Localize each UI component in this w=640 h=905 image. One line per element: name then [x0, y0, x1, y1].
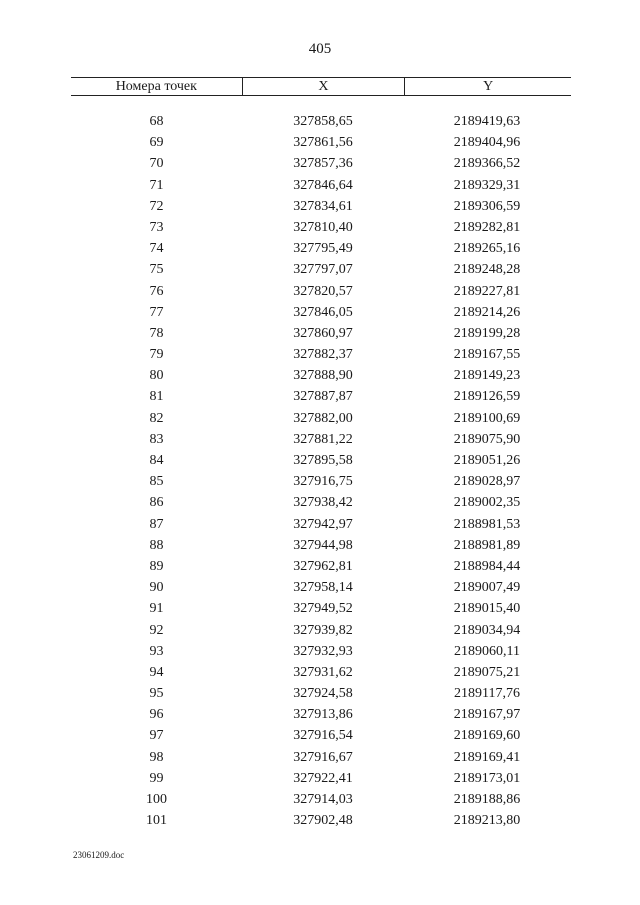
y-coordinate-cell: 2188981,53	[453, 516, 521, 532]
header-x: X	[242, 78, 405, 95]
table-row	[71, 217, 571, 238]
x-coordinate-cell: 327931,62	[293, 664, 353, 680]
y-coordinate-cell: 2189282,81	[453, 219, 521, 235]
table-row	[71, 810, 571, 831]
table-row	[71, 111, 571, 132]
point-number-cell: 78	[149, 325, 164, 341]
x-coordinate-cell: 327820,57	[293, 283, 353, 299]
point-number-cell: 70	[149, 156, 164, 172]
y-coordinate-cell: 2189015,40	[453, 601, 521, 617]
point-number-cell: 99	[149, 770, 164, 786]
point-number-cell: 72	[149, 198, 164, 214]
y-coordinate-cell: 2189060,11	[454, 643, 520, 659]
table-row	[71, 365, 571, 386]
table-row	[71, 747, 571, 768]
y-coordinate-cell: 2189199,28	[453, 325, 521, 341]
x-coordinate-cell: 327858,65	[293, 114, 353, 129]
table-row	[71, 302, 571, 323]
table-row	[71, 471, 571, 492]
y-coordinate-cell: 2189169,41	[453, 749, 521, 765]
y-coordinate-cell: 2189213,80	[453, 813, 521, 829]
point-number-cell: 93	[149, 643, 164, 659]
point-number-cell: 82	[149, 410, 164, 426]
y-coordinate-cell: 2189167,97	[453, 707, 521, 723]
y-coordinate-cell: 2189002,35	[453, 495, 521, 511]
y-coordinate-cell: 2189169,60	[453, 728, 521, 744]
point-number-cell: 74	[149, 241, 164, 257]
point-number-cell: 68	[149, 114, 164, 129]
y-coordinate-cell: 2189214,26	[453, 304, 521, 320]
table-row	[71, 386, 571, 407]
x-coordinate-cell: 327882,37	[293, 347, 353, 363]
y-coordinate-cell: 2189227,81	[453, 283, 521, 299]
x-coordinate-cell: 327916,67	[293, 749, 353, 765]
point-number-cell: 101	[146, 813, 167, 829]
x-coordinate-cell: 327888,90	[293, 368, 353, 384]
y-coordinate-cell: 2189306,59	[453, 198, 521, 214]
x-coordinate-cell: 327846,05	[293, 304, 353, 320]
x-coordinate-cell: 327916,75	[293, 474, 353, 490]
table-row	[71, 768, 571, 789]
x-coordinate-cell: 327916,54	[293, 728, 353, 744]
x-coordinate-cell: 327914,03	[293, 792, 353, 807]
point-number-cell: 94	[149, 664, 164, 680]
x-coordinate-cell: 327795,49	[293, 241, 353, 257]
table-row	[71, 514, 571, 535]
x-coordinate-cell: 327834,61	[293, 198, 353, 214]
point-number-cell: 96	[149, 707, 164, 723]
x-coordinate-cell: 327861,56	[293, 135, 353, 151]
y-coordinate-cell: 2189075,90	[453, 431, 521, 447]
x-coordinate-cell: 327922,41	[293, 770, 353, 786]
table-row	[71, 153, 571, 174]
x-coordinate-cell: 327895,58	[293, 453, 353, 468]
x-coordinate-cell: 327944,98	[293, 537, 353, 553]
table-row	[71, 662, 571, 683]
y-coordinate-cell: 2189149,23	[453, 368, 521, 384]
y-coordinate-cell: 2189100,69	[453, 410, 521, 426]
y-coordinate-cell: 2189167,55	[453, 347, 521, 363]
x-coordinate-cell: 327942,97	[293, 516, 353, 532]
x-coordinate-cell: 327810,40	[293, 219, 353, 235]
table-row	[71, 789, 571, 810]
point-number-cell: 90	[149, 580, 164, 596]
x-coordinate-cell: 327902,48	[293, 813, 353, 829]
point-number-cell: 75	[149, 262, 164, 278]
y-coordinate-cell: 2188984,44	[453, 558, 521, 574]
header-y: Y	[404, 78, 571, 95]
x-coordinate-cell: 327949,52	[293, 601, 353, 617]
table-row	[71, 259, 571, 280]
page-number: 405	[308, 41, 332, 57]
table-row	[71, 408, 571, 429]
table-row	[71, 196, 571, 217]
x-coordinate-cell: 327797,07	[293, 262, 353, 278]
table-row	[71, 238, 571, 259]
x-coordinate-cell: 327932,93	[293, 643, 353, 659]
point-number-cell: 84	[149, 453, 164, 468]
table-row	[71, 492, 571, 513]
y-coordinate-cell: 2189126,59	[453, 389, 521, 405]
table-row	[71, 450, 571, 471]
point-number-cell: 95	[149, 686, 164, 702]
coordinates-table-body	[71, 111, 571, 831]
point-number-cell: 73	[149, 219, 164, 235]
point-number-cell: 80	[149, 368, 164, 384]
point-number-cell: 89	[149, 558, 164, 574]
point-number-cell: 85	[149, 474, 164, 490]
point-number-cell: 86	[149, 495, 164, 511]
point-number-cell: 71	[149, 177, 164, 193]
y-coordinate-cell: 2189265,16	[453, 241, 521, 257]
y-coordinate-cell: 2189419,63	[453, 114, 521, 129]
point-number-cell: 76	[149, 283, 164, 299]
x-coordinate-cell: 327882,00	[293, 410, 353, 426]
y-coordinate-cell: 2189007,49	[453, 580, 521, 596]
x-coordinate-cell: 327860,97	[293, 325, 353, 341]
x-coordinate-cell: 327938,42	[293, 495, 353, 511]
table-row	[71, 344, 571, 365]
x-coordinate-cell: 327857,36	[293, 156, 353, 172]
table-row	[71, 704, 571, 725]
table-row	[71, 577, 571, 598]
table-row	[71, 429, 571, 450]
point-number-cell: 81	[149, 389, 164, 405]
y-coordinate-cell: 2189051,26	[453, 453, 521, 468]
table-row	[71, 641, 571, 662]
table-row	[71, 725, 571, 746]
x-coordinate-cell: 327887,87	[293, 389, 353, 405]
x-coordinate-cell: 327924,58	[293, 686, 353, 702]
point-number-cell: 77	[149, 304, 164, 320]
table-header	[71, 77, 571, 96]
point-number-cell: 79	[149, 347, 164, 363]
x-coordinate-cell: 327913,86	[293, 707, 353, 723]
y-coordinate-cell: 2189248,28	[453, 262, 521, 278]
point-number-cell: 97	[149, 728, 164, 744]
y-coordinate-cell: 2189404,96	[453, 135, 521, 151]
table-row	[71, 535, 571, 556]
y-coordinate-cell: 2189034,94	[453, 622, 521, 638]
table-row	[71, 683, 571, 704]
table-row	[71, 556, 571, 577]
point-number-cell: 69	[149, 135, 164, 151]
table-row	[71, 132, 571, 153]
x-coordinate-cell: 327939,82	[293, 622, 353, 638]
point-number-cell: 91	[149, 601, 164, 617]
table-row	[71, 175, 571, 196]
x-coordinate-cell: 327962,81	[293, 558, 353, 574]
y-coordinate-cell: 2188981,89	[453, 537, 521, 553]
y-coordinate-cell: 2189188,86	[453, 792, 521, 807]
x-coordinate-cell: 327846,64	[293, 177, 353, 193]
x-coordinate-cell: 327881,22	[293, 431, 353, 447]
table-row	[71, 323, 571, 344]
point-number-cell: 98	[149, 749, 164, 765]
point-number-cell: 100	[146, 792, 167, 807]
table-row	[71, 281, 571, 302]
footer-filename: 23061209.doc	[73, 850, 125, 860]
x-coordinate-cell: 327958,14	[293, 580, 353, 596]
table-row	[71, 620, 571, 641]
y-coordinate-cell: 2189173,01	[453, 770, 521, 786]
y-coordinate-cell: 2189329,31	[453, 177, 521, 193]
point-number-cell: 87	[149, 516, 164, 532]
y-coordinate-cell: 2189075,21	[453, 664, 521, 680]
y-coordinate-cell: 2189028,97	[453, 474, 521, 490]
y-coordinate-cell: 2189117,76	[454, 686, 520, 702]
header-point-numbers: Номера точек	[115, 79, 197, 94]
table-row	[71, 598, 571, 619]
point-number-cell: 92	[149, 622, 164, 638]
y-coordinate-cell: 2189366,52	[453, 156, 521, 172]
point-number-cell: 83	[149, 431, 164, 447]
point-number-cell: 88	[149, 537, 164, 553]
